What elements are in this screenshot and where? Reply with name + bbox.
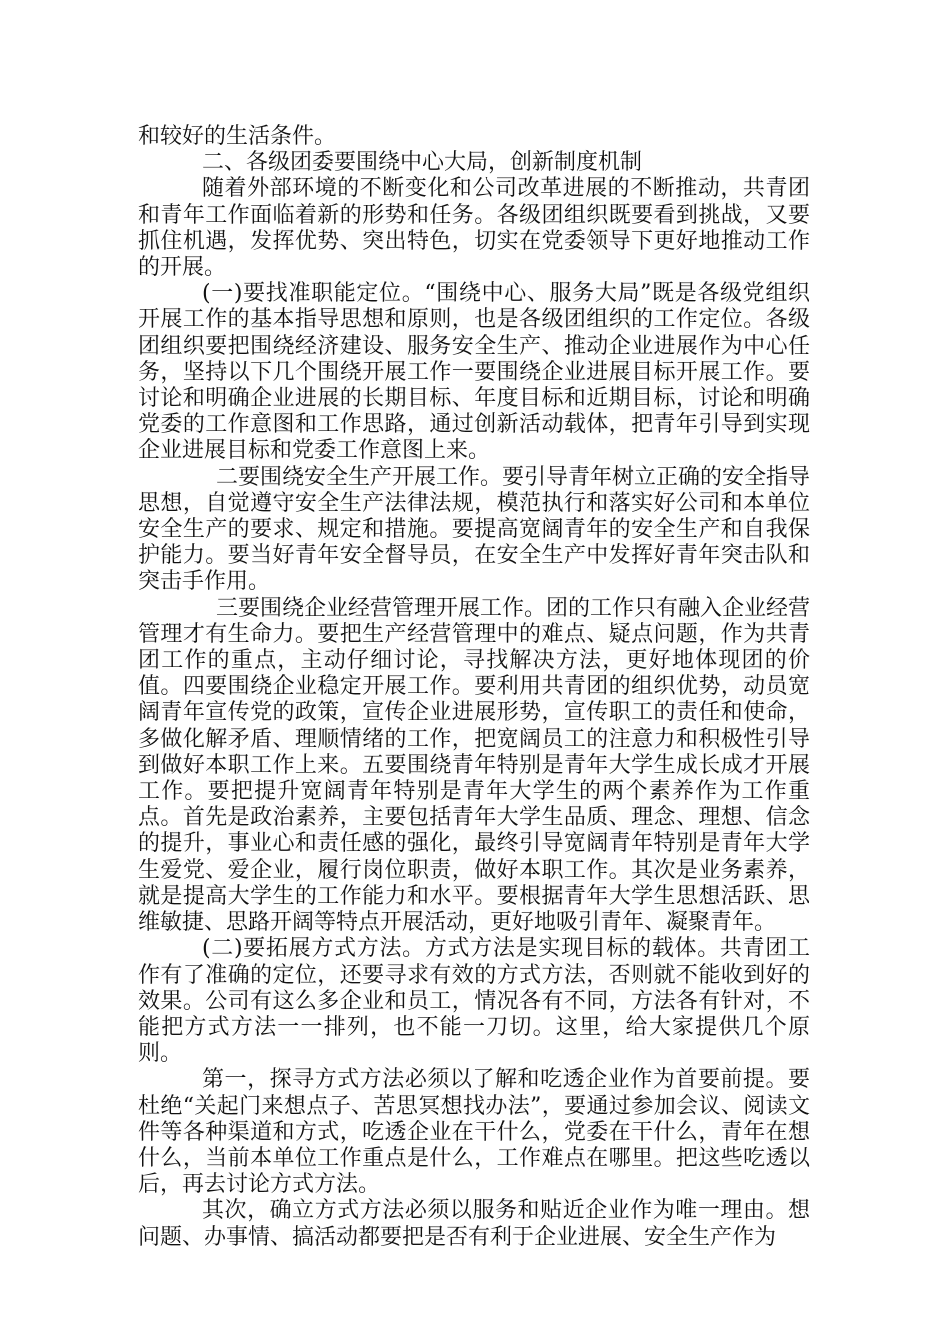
paragraph-continuation: 和较好的生活条件。 xyxy=(138,124,337,149)
paragraph: 其次，确立方式方法必须以服务和贴近企业作为唯一理由。想问题、办事情、搞活动都要把是否有利于企业进展、安全生产作为 xyxy=(138,1198,810,1250)
paragraph: 第一，探寻方式方法必须以了解和吃透企业作为首要前提。要杜绝“关起门来想点子、苦思冥想找办法”，要通过参加会议、阅读文件等各种渠道和方式，吃透企业在干什么，党委在干什么，青年在想什么，当前本单位工作重点是什么，工作难点在哪里。把这些吃透以后，再去讨论方式方法。 xyxy=(138,1067,810,1198)
paragraph: (二)要拓展方式方法。方式方法是实现目标的载体。共青团工作有了准确的定位，还要寻求有效的方式方法，否则就不能收到好的效果。公司有这么多企业和员工，情况各有不同，方法各有针对，不能把方式方法一一排列，也不能一刀切。这里，给大家提供几个原则。 xyxy=(138,936,810,1067)
paragraph: 二要围绕安全生产开展工作。要引导青年树立正确的安全指导思想，自觉遵守安全生产法律法规，模范执行和落实好公司和本单位安全生产的要求、规定和措施。要提高宽阔青年的安全生产和自我保护能力。要当好青年安全督导员，在安全生产中发挥好青年突击队和突击手作用。 xyxy=(138,464,811,595)
paragraph: 随着外部环境的不断变化和公司改革进展的不断推动，共青团和青年工作面临着新的形势和任务。各级团组织既要看到挑战，又要抓住机遇，发挥优势、突出特色，切实在党委领导下更好地推动工作的开展。 xyxy=(138,176,810,281)
paragraph: (一)要找准职能定位。“围绕中心、服务大局”既是各级党组织开展工作的基本指导思想和原则，也是各级团组织的工作定位。各级团组织要把围绕经济建设、服务安全生产、推动企业进展作为中心任务，坚持以下几个围绕开展工作一要围绕企业进展目标开展工作。要讨论和明确企业进展的长期目标、年度目标和近期目标，讨论和明确党委的工作意图和工作思路，通过创新活动载体，把青年引导到实现企业进展目标和党委工作意图上来。 xyxy=(138,281,810,464)
document-body xyxy=(138,124,810,1251)
paragraph: 三要围绕企业经营管理开展工作。团的工作只有融入企业经营管理才有生命力。要把生产经营管理中的难点、疑点问题，作为共青团工作的重点，主动仔细讨论，寻找解决方法，更好地体现团的价值。四要围绕企业稳定开展工作。要利用共青团的组织优势，动员宽阔青年宣传党的政策，宣传企业进展形势，宣传职工的责任和使命，多做化解矛盾、理顺情绪的工作，把宽阔员工的注意力和积极性引导到做好本职工作上来。五要围绕青年特别是青年大学生成长成才开展工作。要把提升宽阔青年特别是青年大学生的两个素养作为工作重点。首先是政治素养，主要包括青年大学生品质、理念、理想、信念的提升，事业心和责任感的强化，最终引导宽阔青年特别是青年大学生爱党、爱企业，履行岗位职责，做好本职工作。其次是业务素养，就是提高大学生的工作能力和水平。要根据青年大学生思想活跃、思维敏捷、思路开阔等特点开展活动，更好地吸引青年、凝聚青年。 xyxy=(138,595,811,936)
section-heading: 二、各级团委要围绕中心大局，创新制度机制 xyxy=(202,150,643,176)
